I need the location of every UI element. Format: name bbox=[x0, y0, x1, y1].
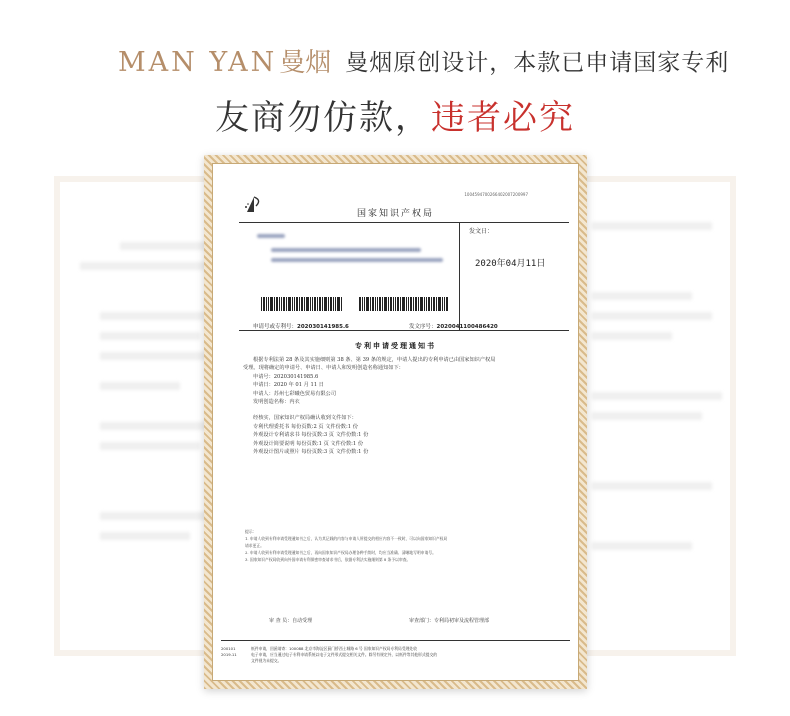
serial-number-row bbox=[409, 322, 498, 330]
redacted-text bbox=[257, 234, 285, 238]
brand-row bbox=[118, 38, 729, 82]
footer-line: 纸件申请，回函请寄：100088 北京市海淀区蓟门桥西土城路 6 号 国家知识产权局专利局受理处收 bbox=[251, 646, 418, 651]
application-number-row bbox=[253, 322, 349, 330]
application-number: 202030141985.6 bbox=[297, 324, 349, 330]
redacted-text bbox=[271, 248, 421, 252]
divider bbox=[239, 222, 569, 223]
field-application-number: 申请号：202030141985.6 bbox=[253, 373, 319, 380]
body-paragraph: 受理。现将确定的申请号、申请日、申请人和发明创造名称通知如下： bbox=[243, 365, 404, 372]
tip-item: 2. 申请人收到专利申请受理通知书之后，再向国家知识产权局办理各种手续时，均应当准确、清晰地写明申请号。 bbox=[245, 550, 436, 555]
issue-date: 2020年04月11日 bbox=[475, 259, 546, 269]
tip-item: 1. 申请人收到专利申请受理通知书之后，认为其记载的内容与申请人所提交的相应内容不一致时，可以向国家知识产权局 bbox=[245, 536, 448, 541]
footer-line: 电子申请，应当通过电子专利申请系统以电子文件形式提交相关文件。除另有规定外，以纸件等其他形式提交的 bbox=[251, 652, 438, 657]
background-document-left bbox=[54, 176, 224, 656]
background-document-right bbox=[566, 176, 736, 656]
headline-prefix: 友商勿仿款， bbox=[215, 98, 431, 138]
examining-department: 审查部门：专利局初审及流程管理部 bbox=[409, 618, 490, 624]
patent-notice-document bbox=[212, 163, 579, 681]
serial-number: 2020041100486420 bbox=[436, 324, 498, 330]
issue-date-label: 发文日： bbox=[469, 228, 494, 235]
patent-certificate-frame bbox=[204, 155, 587, 689]
received-file-item: 外观设计简要说明 每份页数:1 页 文件份数:1 份 bbox=[253, 440, 364, 447]
barcode-left-icon bbox=[261, 297, 343, 311]
office-title: 国家知识产权局 bbox=[356, 209, 434, 219]
document-code: 1004594700266402007200997 bbox=[464, 192, 528, 197]
brand-slogan: 曼烟原创设计，本款已申请国家专利 bbox=[345, 49, 730, 76]
brand-logo-latin: MAN YAN bbox=[118, 46, 278, 78]
headline-warning: 违者必究 bbox=[431, 98, 575, 138]
application-number-label: 申请号或专利号： bbox=[253, 324, 298, 330]
notice-body bbox=[243, 356, 496, 456]
body-paragraph: 根据专利法第 28 条及其实施细则第 38 条、第 39 条的规定，申请人提出的专利申请已由国家知识产权局 bbox=[253, 357, 496, 363]
brand-logo bbox=[118, 42, 331, 79]
field-applicant: 申请人：苏州七彩曦色贸易有限公司 bbox=[253, 390, 337, 397]
received-file-item: 外观设计图片或照片 每份页数:3 页 文件份数:1 份 bbox=[253, 449, 369, 456]
examiner: 审 查 员：自动受理 bbox=[269, 618, 313, 624]
notice-title: 专利申请受理通知书 bbox=[355, 341, 436, 350]
divider bbox=[459, 222, 460, 330]
divider bbox=[239, 330, 569, 331]
footer-code: 2019.11 bbox=[221, 652, 237, 657]
received-files-title: 经核实，国家知识产权局确认收到文件如下： bbox=[253, 415, 357, 422]
tip-item: 3. 国家知识产权局收到向外国申请专利保密审查请求书后，依据专利法实施细则第 8 条予以审查。 bbox=[245, 557, 411, 562]
footer-divider bbox=[221, 640, 570, 641]
tips-title: 提示： bbox=[245, 529, 257, 534]
field-application-date: 申请日：2020 年 01 月 11 日 bbox=[253, 382, 324, 389]
headline bbox=[0, 90, 790, 139]
brand-logo-cn: 曼烟 bbox=[279, 47, 332, 78]
redacted-text bbox=[271, 258, 443, 262]
footer-line: 文件视为未提交。 bbox=[251, 658, 282, 663]
tips-block bbox=[245, 528, 447, 563]
received-file-item: 外观设计专利请求书 每份页数:3 页 文件份数:1 份 bbox=[253, 432, 369, 439]
field-invention-name: 发明创造名称：内衣 bbox=[253, 399, 300, 406]
barcode-right-icon bbox=[359, 297, 449, 311]
footer-code: 200101 bbox=[221, 646, 236, 651]
serial-number-label: 发文序号： bbox=[409, 324, 437, 330]
tip-item: 请求更正。 bbox=[245, 543, 264, 548]
received-file-item: 专利代理委托书 每份页数:2 页 文件份数:1 份 bbox=[253, 423, 358, 430]
